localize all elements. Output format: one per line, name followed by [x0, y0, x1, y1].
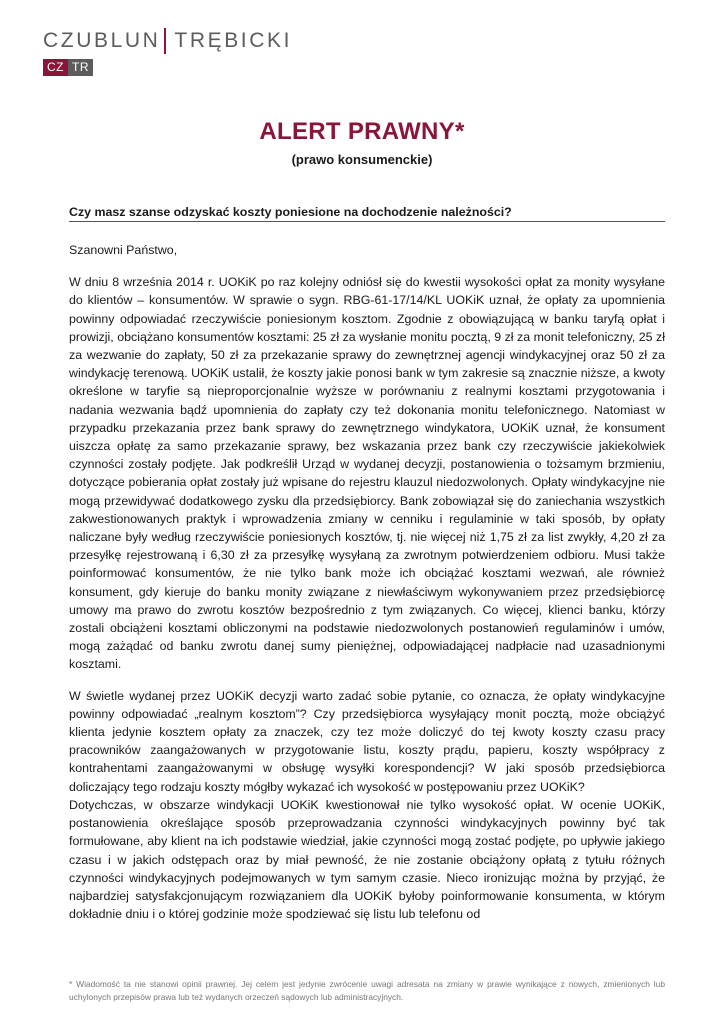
- logo-badge-left: CZ: [43, 59, 68, 76]
- logo-divider: [164, 28, 166, 54]
- logo-wordmark: [43, 28, 292, 54]
- logo-badge-right: TR: [68, 59, 93, 76]
- body-paragraph: W dniu 8 września 2014 r. UOKiK po raz kolejny odniósł się do kwestii wysokości opłat za monity wysyłane do klientów – konsumentów. W sprawie o sygn. RBG-61-17/14/KL UOKiK uznał, że opłaty za upomnienia powinny odpowiadać rzeczywiście poniesionym kosztom. Zgodnie z obowiązującą w banku taryfą opłat i prowizji, obciążano konsumentów kosztami: 25 zł za wysłanie monitu pocztą, 9 zł za monit telefoniczny, 25 zł za wezwanie do zapłaty, 50 zł za przekazanie sprawy do zewnętrznej agencji windykacyjnej oraz 50 zł za windykację terenową. UOKiK ustalił, że koszty jakie ponosi bank w tym zakresie są znacznie niższe, a kwoty określone w taryfie są nieproporcjonalnie wyższe w porównaniu z realnymi kosztami przygotowania i nadania wezwania bądź upomnienia do zapłaty czy też dokonania monitu telefonicznego. Natomiast w przypadku przekazania przez bank sprawy do zewnętrznego windykatora, UOKiK uznał, że konsument uiszcza opłatę za samo przekazanie sprawy, bez wskazania przez bank czy rzeczywiście jakiekolwiek czynności zostały podjęte. Jak podkreślił Urząd w wydanej decyzji, postanowienia o tożsamym brzmieniu, dotyczące pobierania opłat zostały już wpisane do rejestru klauzul niedozwolonych. Opłaty windykacyjne nie mogą przewidywać dodatkowego zysku dla przedsiębiorcy. Bank zobowiązał się do zaniechania wszystkich zakwestionowanych praktyk i wprowadzenia zmiany w cenniku i regulaminie w taki sposób, by opłaty naliczane były według rzeczywiście poniesionych kosztów, tj. nie więcej niż 1,75 zł za list zwykły, 4,20 zł za przesyłkę rejestrowaną i 6,30 zł za przesyłkę wysyłaną za zwrotnym potwierdzeniem odbioru. Musi także poinformować konsumentów, że nie tylko bank może ich obciążać kosztami wezwań, ale również konsument, gdy kieruje do banku monity związane z niewłaściwym wykonywaniem przez przedsiębiorcę umowy ma prawo do zwrotu kosztów bezpośrednio z tym związanych. Co więcej, klienci banku, którzy zostali obciążeni kosztami obliczonymi na podstawie niedozwolonych postanowień regulaminów i umów, mogą zażądać od banku zwrotu danej sumy pieniężnej, odpowiadającej nadpłacie nad uzasadnionymi kosztami.: [69, 275, 665, 672]
- alert-title: ALERT PRAWNY*: [259, 118, 465, 145]
- logo-badge: [43, 59, 292, 76]
- body-paragraph: W świetle wydanej przez UOKiK decyzji warto zadać sobie pytanie, co oznacza, że opłaty windykacyjne powinny odpowiadać „realnym kosztom”? Czy przedsiębiorca wysyłający monit pocztą, może obciążyć klienta jedynie kosztem opłaty za znaczek, czy tez może doliczyć do tej kwoty koszty czasu pracy pracowników zaangażowanych w przygotowanie listu, koszty prądu, papieru, koszty współpracy z kontrahentami zaangażowanymi w obsługę wysyłki korespondencji? W jaki sposób przedsiębiorca doliczający tego rodzaju koszty mógłby wykazać ich wysokość w postępowaniu przez UOKiK?: [69, 688, 665, 794]
- body-paragraph: Dotychczas, w obszarze windykacji UOKiK kwestionował nie tylko wysokość opłat. W ocenie UOKiK, postanowienia określające sposób przeprowadzania czynności windykacyjnych powinny być tak formułowane, aby klient na ich podstawie wiedział, jakie czynności mogą zostać podjęte, po upływie jakiego czasu i w jakich odstępach oraz by miał pewność, że nie zostanie obciążony opłatą z tytułu różnych czynności windykacyjnych podejmowanych w tym samym czasie. Nieco ironizując można by przyjąć, że najbardziej satysfakcjonującym rozwiązaniem dla UOKiK byłoby poinformowanie konsumenta, w którym dokładnie dniu i o której godzinie może spodziewać się listu lub telefonu od: [69, 797, 665, 922]
- logo-name-left: CZUBLUN: [43, 29, 161, 53]
- greeting: Szanowni Państwo,: [69, 243, 178, 257]
- alert-subtitle: (prawo konsumenckie): [291, 152, 433, 167]
- letter-body: [69, 241, 665, 923]
- section-question: Czy masz szanse odzyskać koszty poniesione na dochodzenie należności?: [69, 205, 665, 222]
- disclaimer-footnote: * Wiadomość ta nie stanowi opinii prawnej. Jej celem jest jedynie zwrócenie uwagi adresata na zmiany w prawie wynikające z nowych, zmienionych lub uchylonych przepisów prawa lub też wydanych orzeczeń sądowych lub administracyjnych.: [69, 979, 665, 1002]
- company-logo: [43, 28, 292, 76]
- logo-name-right: TRĘBICKI: [174, 29, 293, 53]
